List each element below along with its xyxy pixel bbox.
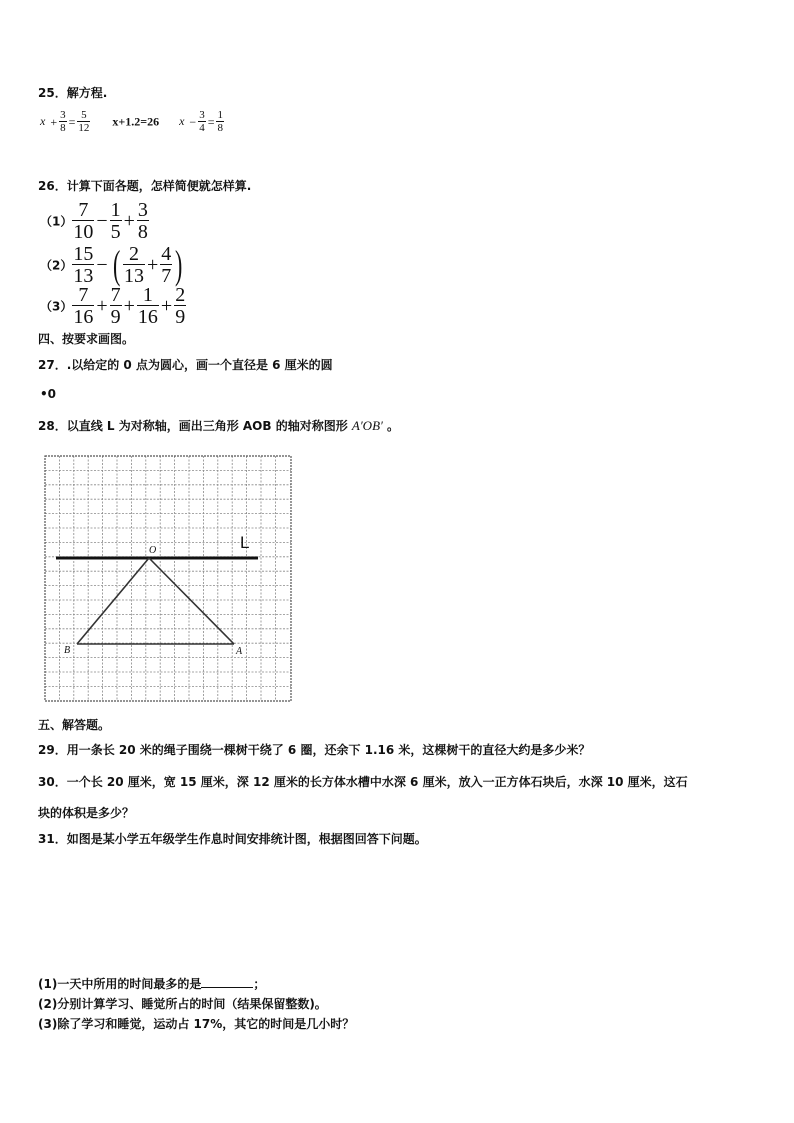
eq1-op: + xyxy=(50,114,58,129)
q27-text: 27．.以给定的 0 点为圆心，画一个直径是 6 厘米的圆 xyxy=(38,358,333,372)
eq1 xyxy=(40,109,93,134)
q30-line1: 30．一个长 20 厘米，宽 15 厘米，深 12 厘米的长方体水槽中水深 6 厘米，放入一正方体石块后，水深 10 厘米，这石 xyxy=(38,775,688,789)
label-L: L xyxy=(240,533,250,552)
eq3-var: x xyxy=(179,113,185,128)
label-O: O xyxy=(149,545,157,556)
eq1-frac1: $\frac{3}{8}$ xyxy=(60,109,66,134)
q31-sub3: (3)除了学习和睡觉，运动占 17%，其它的时间是几小时？ xyxy=(38,1017,355,1031)
q26-title: 26．计算下面各题，怎样简便就怎样算. xyxy=(38,179,252,193)
grid-border xyxy=(45,456,291,701)
label-A: A xyxy=(236,646,243,657)
q31-text: 31．如图是某小学五年级学生作息时间安排统计图，根据图回答下问题。 xyxy=(38,832,427,846)
q25-equations xyxy=(40,110,224,134)
eq3 xyxy=(179,109,224,134)
q30-line2: 块的体积是多少？ xyxy=(38,806,135,820)
section-5-heading: 五、解答题。 xyxy=(38,718,111,732)
q29-text: 29．用一条长 20 米的绳子围绕一棵树干绕了 6 圈，还余下 1.16 米，这棵树干的直径大约是多少米？ xyxy=(38,743,591,757)
q31-sub1: (1)一天中所用的时间最多的是 ； xyxy=(38,977,266,991)
label-B: B xyxy=(64,645,71,656)
q28-text: 28．以直线 L 为对称轴，画出三角形 AOB 的轴对称图形 A′OB′ 。 xyxy=(38,418,400,433)
q28-figure-label: A′OB′ xyxy=(351,418,383,433)
q27-point: •0 xyxy=(40,387,57,401)
eq1-frac2: $\frac{5}{12}$ xyxy=(78,109,90,134)
q26-item-2: （2） $\frac{15}{13}$ − ( $\frac{2}{13}$ + $\frac{4}{7}$ ) xyxy=(40,242,183,287)
eq1-var: x xyxy=(40,113,46,128)
eq3-frac1: $\frac{3}{4}$ xyxy=(199,109,205,134)
eq3-frac2: $\frac{1}{8}$ xyxy=(217,109,223,134)
q26-item-3: （3） $\frac{7}{16}$ + $\frac{7}{9}$ + $\frac{1}{16}$ + $\frac{2}{9}$ xyxy=(40,284,186,328)
eq3-op: − xyxy=(189,114,197,129)
section-4-heading: 四、按要求画图。 xyxy=(38,332,135,346)
q26-item-1: （1） $\frac{7}{10}$ − $\frac{1}{5}$ + $\frac{3}{8}$ xyxy=(40,199,148,243)
symmetry-grid xyxy=(44,455,292,702)
eq2: x+1.2=26 xyxy=(112,114,160,129)
eq3-equals: = xyxy=(207,114,215,129)
q25-title: 25．解方程. xyxy=(38,86,108,100)
q31-sub2: (2)分别计算学习、睡觉所占的时间（结果保留整数)。 xyxy=(38,997,327,1011)
answer-blank[interactable] xyxy=(201,975,253,988)
eq1-equals: = xyxy=(68,114,76,129)
